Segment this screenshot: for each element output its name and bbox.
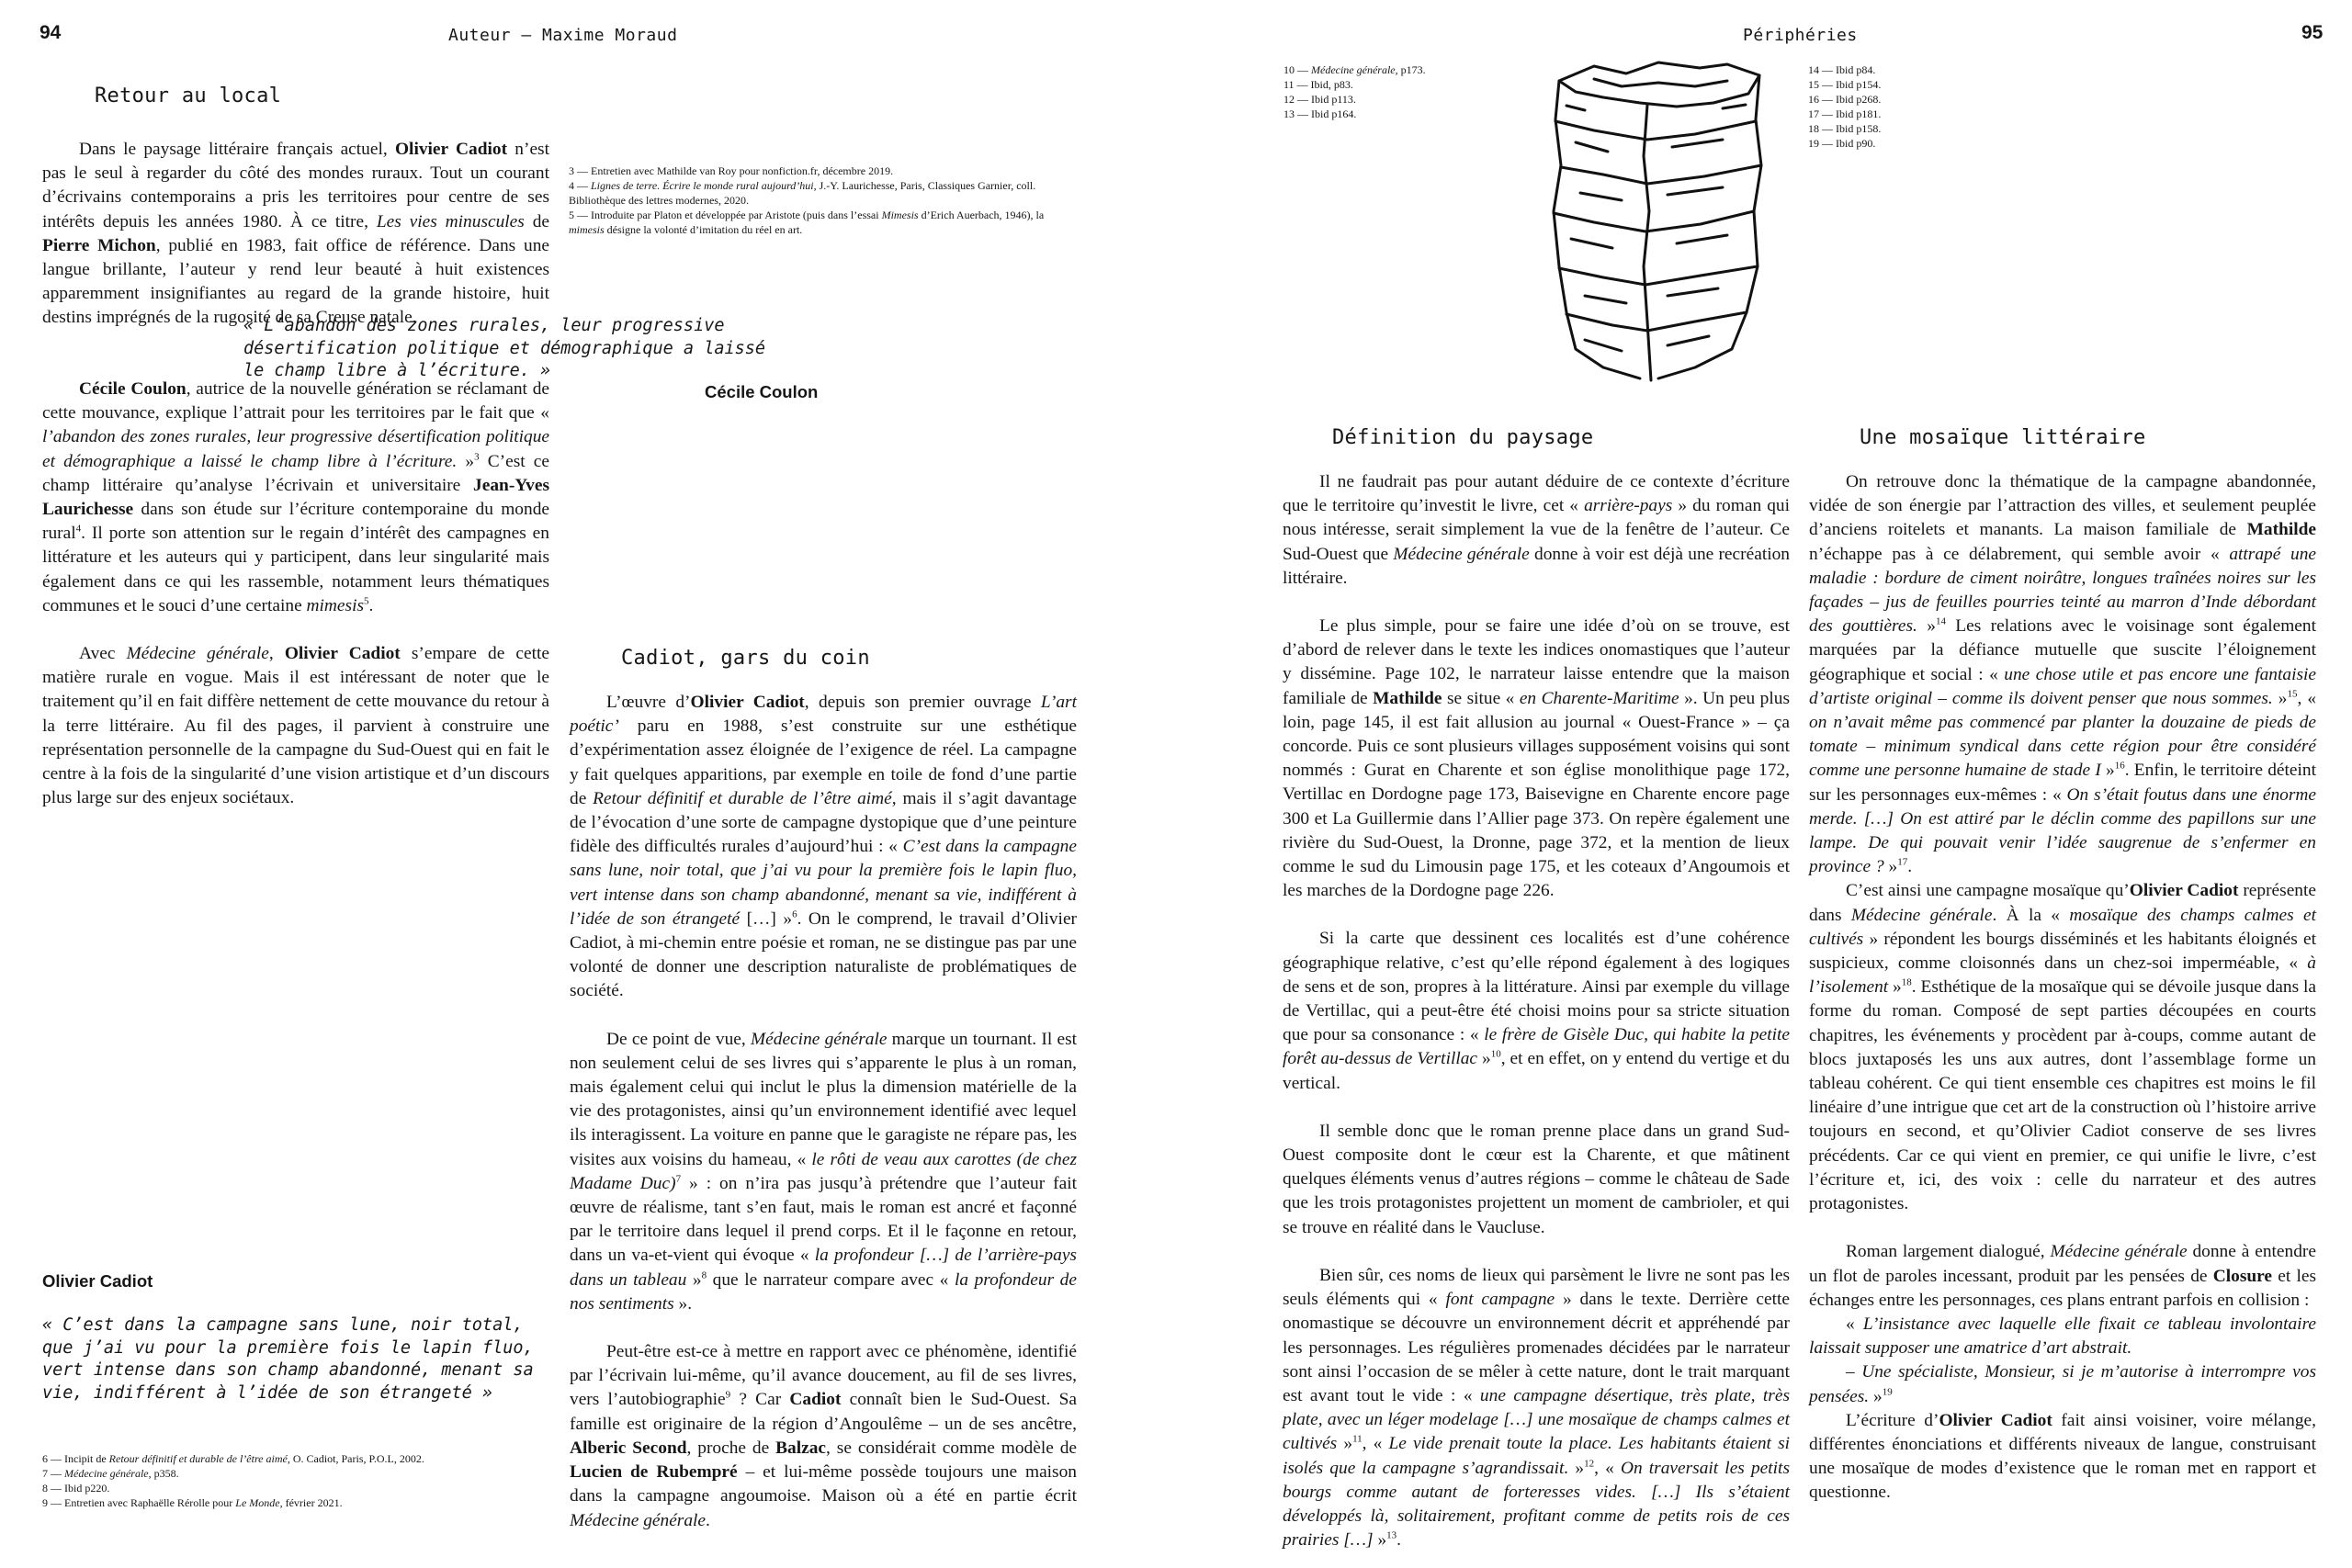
section-title-mosaique-litteraire: Une mosaïque littéraire <box>1860 426 2146 449</box>
pull-quote-cadiot-author: Olivier Cadiot <box>42 1271 153 1291</box>
footnote-15: 15 — Ibid p154. <box>1808 78 1882 91</box>
pull-quote-cadiot: « C’est dans la campagne sans lune, noir total, que j’ai vu pour la première fois le lapin fluo, vert intense dans son champ abandonné, menant sa vie, indifférent à l’idée de son étrangeté » <box>42 1315 534 1403</box>
footnote-19: 19 — Ibid p90. <box>1808 137 1876 150</box>
footnote-5: 5 — Introduite par Platon et développée par Aristote (puis dans l’essai Mimesis d’Erich Auerbach, 1946), la mimesis désigne la volonté d’imitation du réel en art. <box>569 209 1045 236</box>
footnote-6: 6 — Incipit de Retour définitif et durable de l’être aimé, O. Cadiot, Paris, P.O.L, 2002. <box>42 1452 424 1465</box>
footnote-9: 9 — Entretien avec Raphaëlle Rérolle pour Le Monde, février 2021. <box>42 1496 343 1509</box>
column-1-body-2: Cécile Coulon, autrice de la nouvelle génération se réclamant de cette mouvance, explique l’attrait pour les territoires par le fait que « l’abandon des zones rurales, leur progressive désertification politique et démographique a laissé le champ libre à l’écriture. »$^3$ C’est ce champ littéraire qu’analyse l’écrivain et universitaire Jean-Yves Laurichesse dans son étude sur l’écriture contemporaine du monde rural$^4$. Il porte son attention sur le regain d’intérêt des campagnes en littérature et les auteurs qui y participent, dans leur singularité mais également dans ce qui les rassemble, notamment leurs thématiques communes et le souci d’une certaine mimesis$^5$. Avec Médecine générale, Olivier Cadiot s’empare de cette matière rurale en vogue. Mais il est intéressant de noter que le traitement qu’il en fait diffère nettement de cette mouvance du retour à la terre littéraire. Au fil des pages, il parvient à construire une représentation personnelle de la campagne du Sud-Ouest qui en fait le centre à la fois de la singularité d’une vision artistique et d’un discours plus large sur des enjeux sociétaux. <box>42 379 549 808</box>
footnote-11: 11 — Ibid, p83. <box>1283 78 1353 91</box>
column-1-body: Dans le paysage littéraire français actuel, Olivier Cadiot n’est pas le seul à regarder du côté des mondes ruraux. Tout un courant d’écrivains contemporains a pris les territoires pour centre de ses intérêts depuis les années 1980. À ce titre, Les vies minuscules de Pierre Michon, publié en 1983, fait office de référence. Dans une langue brillante, l’auteur y rend leur beauté à huit existences apparemment insignifiantes au regard de la grande histoire, huit destins imprégnés de la rugosité de sa Creuse natale. <box>42 140 550 328</box>
footnote-18: 18 — Ibid p158. <box>1808 122 1882 135</box>
stone-block-illustration <box>1539 55 1778 395</box>
pull-quote-coulon-author: Cécile Coulon <box>705 382 819 401</box>
page-number-right: 95 <box>2301 22 2324 43</box>
section-title-cadiot-gars-du-coin: Cadiot, gars du coin <box>621 647 870 670</box>
pull-quote-coulon: « L’abandon des zones rurales, leur progressive désertification politique et démographique a laissé le champ libre à l’écriture. » <box>243 316 766 380</box>
footnote-17: 17 — Ibid p181. <box>1808 107 1882 120</box>
footnote-13: 13 — Ibid p164. <box>1283 107 1357 120</box>
footnote-7: 7 — Médecine générale, p358. <box>42 1467 179 1480</box>
footnote-16: 16 — Ibid p268. <box>1808 93 1882 106</box>
footnotes-right-a <box>1283 62 1426 121</box>
footnotes-right-b <box>1808 62 1881 151</box>
footnote-3: 3 — Entretien avec Mathilde van Roy pour nonfiction.fr, décembre 2019. <box>569 164 894 177</box>
footnote-4: 4 — Lignes de terre. Écrire le monde rural aujourd’hui, J.-Y. Laurichesse, Paris, Classiques Garnier, coll. Bibliothèque des lettres modernes, 2020. <box>569 179 1036 207</box>
footnotes-bottom-left <box>42 1451 424 1510</box>
footnotes-top-left <box>569 164 1076 237</box>
footnote-10: 10 — Médecine générale, p173. <box>1283 63 1426 76</box>
footnote-12: 12 — Ibid p113. <box>1283 93 1356 106</box>
column-3-body: Il ne faudrait pas pour autant déduire de ce contexte d’écriture que le territoire qu’investit le livre, cet « arrière-pays » du roman qui nous intéresse, serait simplement la vue de la fenêtre de l’auteur. Ce Sud-Ouest que Médecine générale donne à voir est déjà une recréation littéraire. Le plus simple, pour se faire une idée d’où on se trouve, est d’abord de relever dans le texte les indices onomastiques que l’auteur y dissémine. Page 102, le narrateur laisse entendre que la maison familiale de Mathilde se situe « en Charente-Maritime ». Un peu plus loin, page 145, il est fait allusion au journal « Ouest-France » – ça concorde. Puis ce sont plusieurs villages supposément voisins qui sont nommés : Gurat en Charente et son église monolithique page 172, Vertillac en Dordogne page 173, Baisevigne en Charente encore page 300 et La Guillermie dans l’Allier page 373. On repère également une rivière du Sud-Ouest, la Dronne, page 372, et la mention de lieux comme le sud du Limousin page 175, et les coteaux d’Angoumois et les marches de la Dordogne page 226. Si la carte que dessinent ces localités est d’une cohérence géographique relative, c’est qu’elle répond également à des logiques de sens et de son, propres à la littérature. Ainsi par exemple du village de Vertillac, qui a peut-être été choisi moins pour sa stricte situation que pour sa consonance : « le frère de Gisèle Duc, qui habite la petite forêt au-dessus de Vertillac »$^{10}$, et en effet, on y entend du vertige et du vertical. Il semble donc que le roman prenne place dans un grand Sud-Ouest composite dont le cœur est la Charente, et que mâtinent quelques éléments venus d’autres régions – comme le château de Sade que les trois protagonistes projettent un moment de cambrioler, et qui se trouve en réalité dans le Vaucluse. Bien sûr, ces noms de lieux qui parsèment le livre ne sont pas les seuls éléments qui « font campagne » dans le texte. Derrière cette onomastique se découvre un environnement décrit et appréhendé par les personnages. Les régulières promenades décidées par le narrateur sont ainsi l’occasion de se mêler à cette nature, dont le trait marquant est avant tout le vide : « une campagne désertique, très plate, très plate, avec un léger modelage […] une mosaïque de champs calmes et cultivés »$^{11}$, « Le vide prenait toute la place. Les habitants étaient si isolés que la campagne s’agrandissait. »$^{12}$, « On traversait les petits bourgs comme autant de forteresses vides. […] Ils s’étaient développés là, solitairement, profitant comme de petits rois de ces prairies […] »$^{13}$. <box>1283 472 1791 1551</box>
running-head-right: Périphéries <box>1743 26 1858 45</box>
column-2-body: L’œuvre d’Olivier Cadiot, depuis son premier ouvrage L’art poétic’ paru en 1988, s’est construite sur une esthétique d’expérimentation assez éloignée de l’exigence de réel. La campagne y fait quelques apparitions, par exemple en toile de fond d’une partie de Retour définitif et durable de l’être aimé, mais il s’agit davantage de l’évocation d’une sorte de campagne dystopique que d’une peinture fidèle des difficultés rurales d’aujourd’hui : « C’est dans la campagne sans lune, noir total, que j’ai vu pour la première fois le lapin fluo, vert intense dans son champ abandonné, menant sa vie, indifférent à l’idée de son étrangeté […] »$^6$. On le comprend, le travail d’Olivier Cadiot, à mi-chemin entre poésie et roman, ne se distingue pas par une volonté de donner une description naturaliste de problématiques de société. De ce point de vue, Médecine générale marque un tournant. Il est non seulement celui de ses livres qui s’apparente le plus à un roman, mais également celui qui inclut le plus la dimension matérielle de la vie des protagonistes, ainsi qu’un environnement identifié avec lequel ils interagissent. La voiture en panne que le garagiste ne répare pas, les visites aux voisins du hameau, « le rôti de veau aux carottes (de chez Madame Duc)$^7$ » : on n’ira pas jusqu’à prétendre que l’auteur fait œuvre de réalisme, tant s’en faut, mais le roman est ancré et façonné par le territoire dans lequel il prend corps. Et il le façonne en retour, dans un va-et-vient qui évoque « la profondeur […] de l’arrière-pays dans un tableau »$^8$ que le narrateur compare avec « la profondeur de nos sentiments ». Peut-être est-ce à mettre en rapport avec ce phénomène, identifié par l’écrivain lui-même, qu’il avance doucement, au fil de ses livres, vers l’autobiographie$^9$ ? Car Cadiot connaît bien le Sud-Ouest. Sa famille est originaire de la région d’Angoulême – un de ses ancêtre, Alberic Second, proche de Balzac, se considérait comme modèle de Lucien de Rubempré – et lui-même possède toujours une maison dans la campagne angoumoise. Maison où a été en partie écrit Médecine générale. <box>570 693 1078 1530</box>
section-title-definition-du-paysage: Définition du paysage <box>1332 426 1594 449</box>
running-head-left: Auteur — Maxime Moraud <box>448 26 678 45</box>
right-page <box>1176 0 2352 1568</box>
footnote-14: 14 — Ibid p84. <box>1808 63 1876 76</box>
column-4-body: On retrouve donc la thématique de la campagne abandonnée, vidée de son énergie par l’attraction des villes, et seulement peuplée d’anciens roitelets et manants. La maison familiale de Mathilde n’échappe pas à ce délabrement, qui semble avoir « attrapé une maladie : bordure de ciment noirâtre, longues traînées noires sur les façades – jus de feuilles pourries teinté au marron d’Inde débordant des gouttières. »$^{14}$ Les relations avec le voisinage sont également marquées par la défiance mutuelle que suscite l’éloignement géographique et social : « une chose utile et pas encore une fantaisie d’artiste original – comme ils doivent penser que nous sommes. »$^{15}$, « on n’avait même pas commencé par planter la douzaine de pieds de tomate – minimum syndical dans cette région pour être considéré comme une personne humaine de stade I »$^{16}$. Enfin, le territoire déteint sur les personnages eux-mêmes : « On s’était foutus dans une énorme merde. […] On est attiré par le déclin comme des papillons sur une lampe. De qui pouvait venir l’idée saugrenue de s’enfermer en province ? »$^{17}$. C’est ainsi une campagne mosaïque qu’Olivier Cadiot représente dans Médecine générale. À la « mosaïque des champs calmes et cultivés » répondent les bourgs disséminés et les habitants éloignés et suspicieux, comme cloisonnés dans un chez-soi imperméable, « à l’isolement »$^{18}$. Esthétique de la mosaïque qui se dévoile jusque dans la forme du roman. Composé de sept parties découpées en courts chapitres, les événements y procèdent par à-coups, comme autant de blocs juxtaposés les uns aux autres, dont l’assemblage forme un tableau cohérent. Ce qui tient ensemble ces chapitres est moins le fil linéaire d’une intrigue que cet art de la construction où l’histoire arrive toujours en second, et qu’Olivier Cadiot conserve de ses livres précédents. Car ce qui vient en premier, ce qui unifie le livre, c’est l’écriture et, ici, des voix : celle du narrateur et des autres protagonistes. Roman largement dialogué, Médecine générale donne à entendre un flot de paroles incessant, produit par les pensées de Closure et les échanges entre les personnages, ces plans entrant parfois en collision : « L’insistance avec laquelle elle fixait ce tableau involontaire laissait supposer une amatrice d’art abstrait. – Une spécialiste, Monsieur, si je m’autorise à interrompre vos pensées. »$^{19}$ L’écriture d’Olivier Cadiot fait ainsi voisiner, voire mélange, différentes énonciations et différents niveaux de langue, construisant une mosaïque de modes d’existence que le roman met en rapport et questionne. <box>1809 472 2317 1503</box>
footnote-8: 8 — Ibid p220. <box>42 1482 110 1495</box>
section-title-retour-au-local: Retour au local <box>95 85 282 107</box>
page-number-left: 94 <box>40 22 62 43</box>
